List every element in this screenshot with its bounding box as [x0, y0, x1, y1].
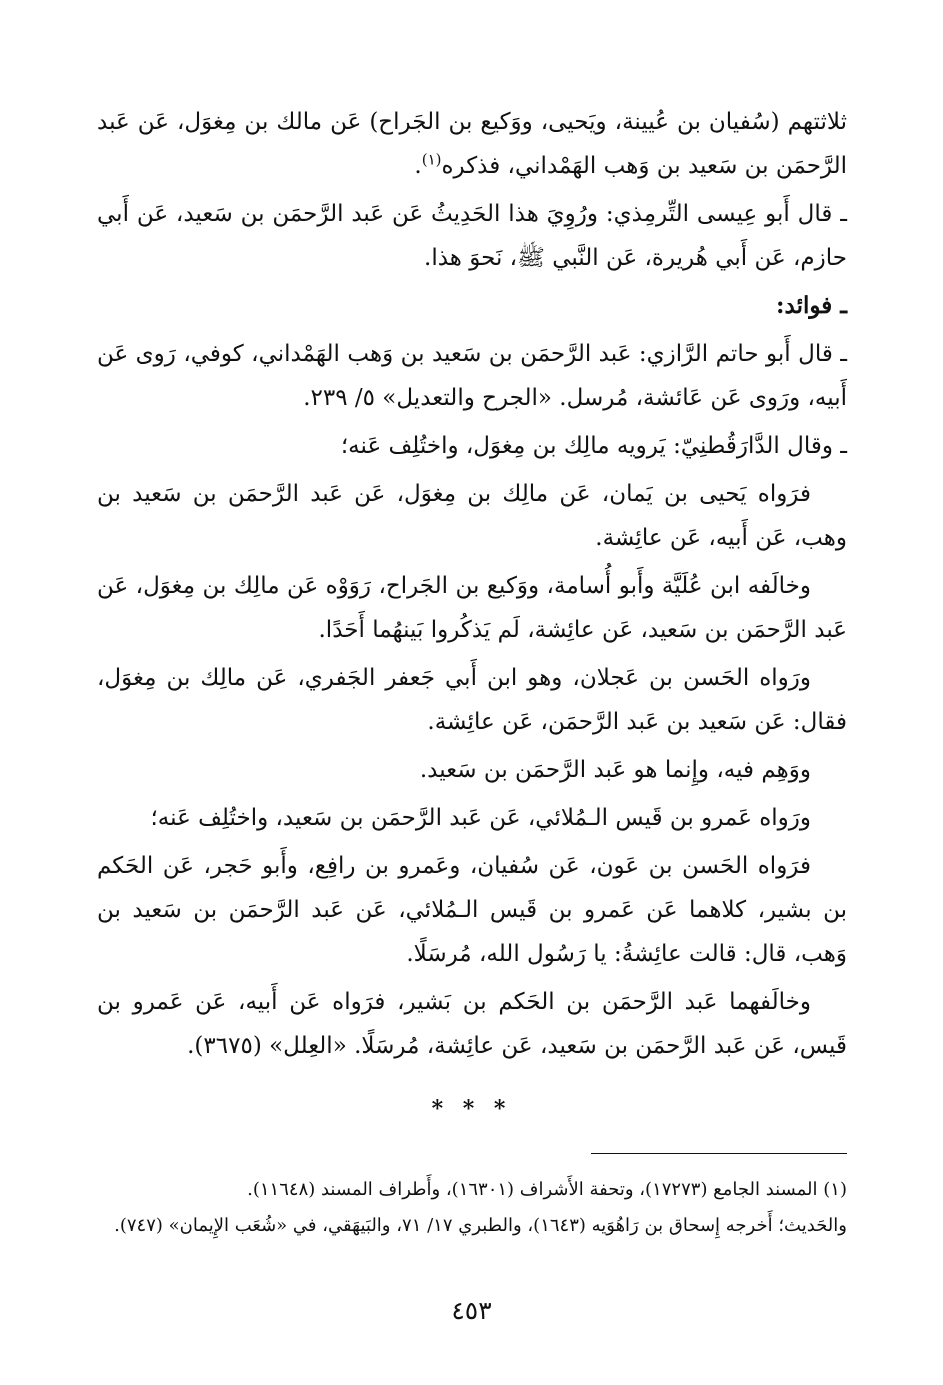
main-text: [97, 100, 847, 1072]
paragraph-daraqutni: ـ وقال الدَّارَقُطنِيّ: يَرويه مالِك بن مِغوَل، واختُلِف عَنه؛: [340, 433, 847, 459]
section-heading-fawaid: ـ فوائد:: [776, 292, 847, 319]
paragraph-hasan-awn: فرَواه الحَسن بن عَون، عَن سُفيان، وعَمرو بن رافِع، وأَبو حَجر، عَن الحَكم بن بشير، كلاهما عَن عَمرو بن قَيس الـمُلائي، عَن عَبد الرَّحمَن بن سَعيد بن وَهب، قال: قالت عائِشةُ: يا رَسُول الله، مُرسَلًا.: [97, 853, 847, 967]
paragraph-amr-qays: ورَواه عَمرو بن قَيس الـمُلائي، عَن عَبد الرَّحمَن بن سَعيد، واختُلِف عَنه؛: [150, 805, 811, 831]
footnote-1-continued: والحَديث؛ أَخرجه إِسحاق بن رَاهُوَيه (١٦٤٣)، والطبري ١٧/ ٧١، والبَيهَقي، في «شُعَب الإِيمان» (٧٤٧).: [114, 1215, 847, 1236]
section-separator: * * *: [431, 1096, 512, 1122]
footnote-divider: [591, 1153, 847, 1154]
paragraph-intro: [97, 100, 847, 188]
paragraph-tirmidhi: ـ قال أَبو عِيسى التِّرمِذي: ورُوِيَ هذا الحَدِيثُ عَن عَبد الرَّحمَن بن سَعيد، عَن أَبي حازم، عَن أَبي هُريرة، عَن النَّبي ﷺ، نَحوَ هذا.: [97, 201, 847, 271]
paragraph-wahim: ووَهِم فيه، وإِنما هو عَبد الرَّحمَن بن سَعيد.: [419, 757, 811, 783]
paragraph-hasan-ajlan: ورَواه الحَسن بن عَجلان، وهو ابن أَبي جَعفر الجَفري، عَن مالِك بن مِغوَل، فقال: عَن سَعيد بن عَبد الرَّحمَن، عَن عائِشة.: [97, 665, 847, 735]
paragraph-text: ثلاثتهم (سُفيان بن عُيينة، ويَحيى، ووَكيع بن الجَراح) عَن مالك بن مِغوَل، عَن عَبد الرَّحمَن بن سَعيد بن وَهب الهَمْداني، فذكره: [97, 109, 847, 179]
paragraph-khalafahuma: وخالَفهما عَبد الرَّحمَن بن الحَكم بن بَشير، فرَواه عَن أَبيه، عَن عَمرو بن قَيس، عَن عَبد الرَّحمَن بن سَعيد، عَن عائِشة، مُرسَلًا. «العِلل» (٣٦٧٥).: [97, 989, 847, 1059]
paragraph-yahya: فرَواه يَحيى بن يَمان، عَن مالِك بن مِغوَل، عَن عَبد الرَّحمَن بن سَعيد بن وهب، عَن أَبيه، عَن عائِشة.: [97, 481, 847, 551]
footnote-marker: (١): [421, 150, 442, 169]
footnote-1: (١) المسند الجامع (١٧٢٧٣)، وتحفة الأَشراف (١٦٣٠١)، وأَطراف المسند (١١٦٤٨).: [247, 1179, 847, 1200]
page-number: ٤٥٣: [451, 1296, 492, 1325]
paragraph-abu-hatim: ـ قال أَبو حاتم الرَّازي: عَبد الرَّحمَن بن سَعيد بن وَهب الهَمْداني، كوفي، رَوى عَن أَبيه، ورَوى عَن عَائشة، مُرسل. «الجرح والتعديل» ٥/ ٢٣٩.: [97, 341, 847, 411]
paragraph-end: .: [414, 153, 422, 179]
paragraph-ibn-ulayya: وخالَفه ابن عُلَيَّة وأَبو أُسامة، ووَكيع بن الجَراح، رَوَوْه عَن مالِك بن مِغوَل، عَن عَبد الرَّحمَن بن سَعيد، عَن عائِشة، لَم يَذكُروا بَينهُما أَحَدًا.: [97, 573, 847, 643]
footnotes: [97, 1172, 847, 1244]
